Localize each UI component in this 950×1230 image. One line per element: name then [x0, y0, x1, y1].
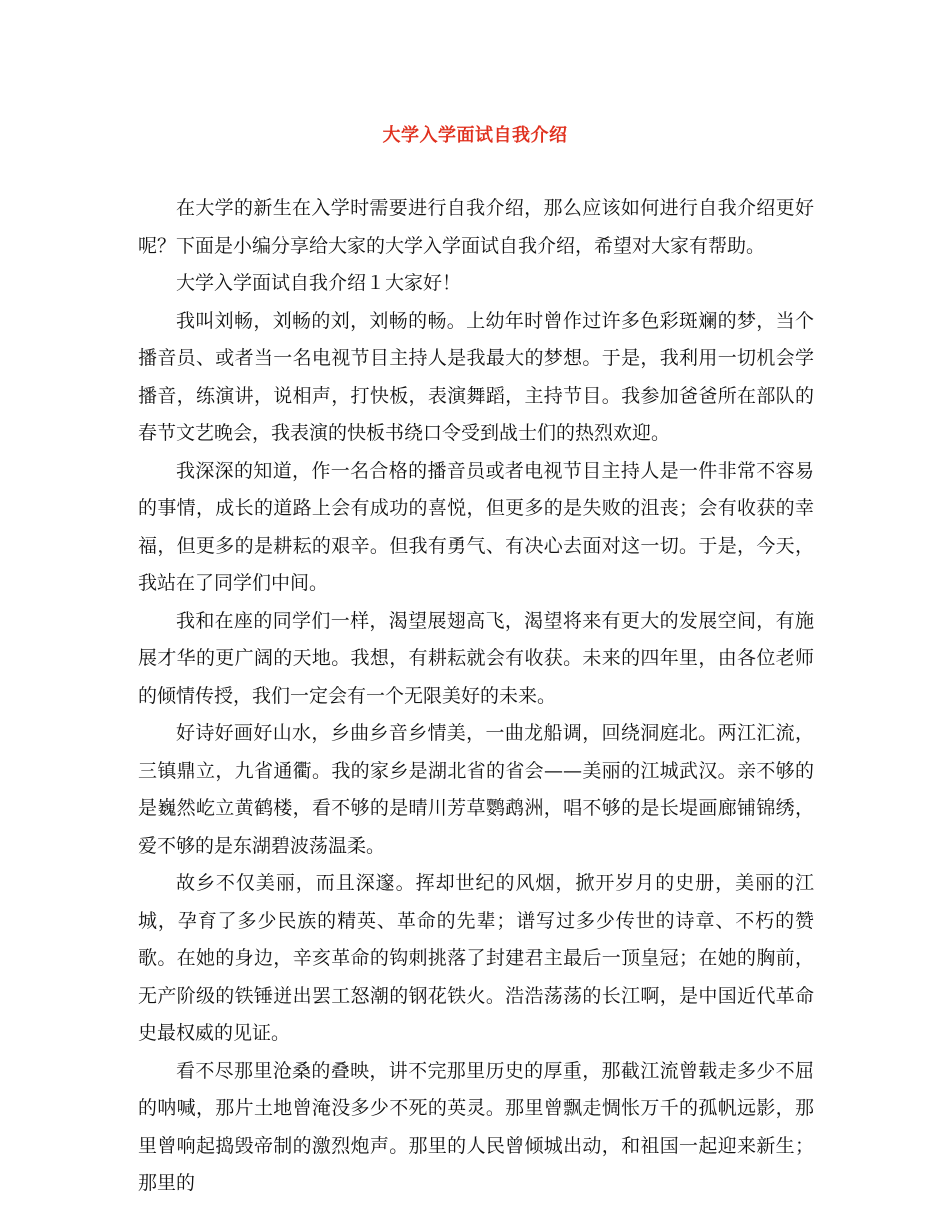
document-body [138, 190, 814, 1203]
paragraph: 大学入学面试自我介绍１大家好！ [176, 272, 462, 294]
paragraph: 好诗好画好山水，乡曲乡音乡情美，一曲龙船调，回绕洞庭北。两江汇流，三镇鼎立，九省通衢。我的家乡是湖北省的省会——美丽的江城武汉。亲不够的是巍然屹立黄鹤楼，看不够的是晴川芳草鹦鹉洲，唱不够的是长堤画廊铺锦绣，爱不够的是东湖碧波荡温柔。 [138, 722, 814, 857]
paragraph: 我叫刘畅，刘畅的刘，刘畅的畅。上幼年时曾作过许多色彩斑斓的梦，当个播音员、或者当一名电视节目主持人是我最大的梦想。于是，我利用一切机会学播音，练演讲，说相声，打快板，表演舞蹈，主持节目。我参加爸爸所在部队的春节文艺晚会，我表演的快板书绕口令受到战士们的热烈欢迎。 [138, 309, 814, 444]
paragraph: 我和在座的同学们一样，渴望展翅高飞，渴望将来有更大的发展空间，有施展才华的更广阔的天地。我想，有耕耘就会有收获。未来的四年里，由各位老师的倾情传授，我们一定会有一个无限美好的未来。 [138, 609, 814, 707]
document-title: 大学入学面试自我介绍 [382, 125, 568, 146]
paragraph: 在大学的新生在入学时需要进行自我介绍，那么应该如何进行自我介绍更好呢？下面是小编分享给大家的大学入学面试自我介绍，希望对大家有帮助。 [138, 197, 814, 257]
paragraph: 看不尽那里沧桑的叠映，讲不完那里历史的厚重，那截江流曾载走多少不屈的呐喊，那片土地曾淹没多少不死的英灵。那里曾飘走惆怅万千的孤帆远影，那里曾响起捣毁帝制的激烈炮声。那里的人民曾倾城出动，和祖国一起迎来新生；那里的 [138, 1059, 814, 1194]
paragraph: 我深深的知道，作一名合格的播音员或者电视节目主持人是一件非常不容易的事情，成长的道路上会有成功的喜悦，但更多的是失败的沮丧；会有收获的幸福，但更多的是耕耘的艰辛。但我有勇气、有决心去面对这一切。于是，今天，我站在了同学们中间。 [138, 459, 814, 594]
paragraph: 故乡不仅美丽，而且深邃。挥却世纪的风烟，掀开岁月的史册，美丽的江城，孕育了多少民族的精英、革命的先辈；谱写过多少传世的诗章、不朽的赞歌。在她的身边，辛亥革命的钩刺挑落了封建君主最后一顶皇冠；在她的胸前，无产阶级的铁锤迸出罢工怒潮的钢花铁火。浩浩荡荡的长江啊，是中国近代革命史最权威的见证。 [138, 872, 814, 1044]
